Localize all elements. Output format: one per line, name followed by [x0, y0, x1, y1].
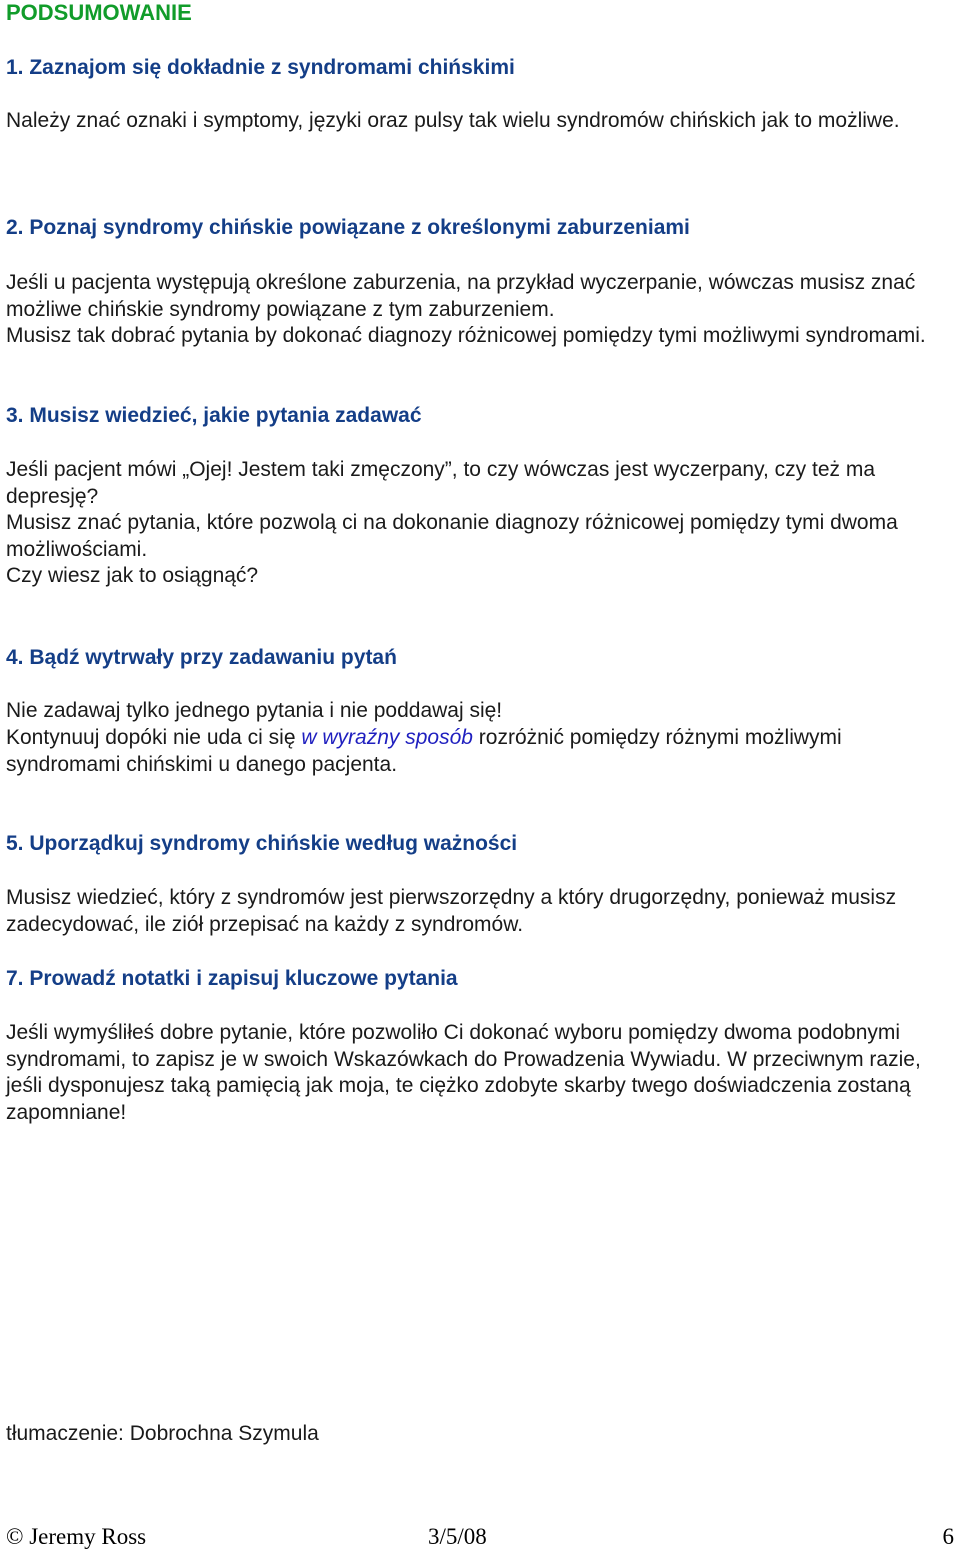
section-1-heading: 1. Zaznajom się dokładnie z syndromami chińskimi — [6, 56, 515, 79]
section-3-paragraph-1: Jeśli pacjent mówi „Ojej! Jestem taki zmęczony”, to czy wówczas jest wyczerpany, czy też ma depresję? — [6, 458, 876, 508]
section-5-heading: 5. Uporządkuj syndromy chińskie według ważności — [6, 832, 518, 855]
section-4-paragraph-1: Nie zadawaj tylko jednego pytania i nie poddawaj się! — [6, 699, 503, 722]
section-7-paragraph: Jeśli wymyśliłeś dobre pytanie, które pozwoliło Ci dokonać wyboru pomiędzy dwoma podobnymi syndromami, to zapisz je w swoich Wskazówkach do Prowadzenia Wywiadu. W przeciwnym razie, jeśli dysponujesz taką pamięcią jak moja, te ciężko zdobyte skarby twego doświadczenia zostaną zapomniane! — [6, 1021, 921, 1124]
section-2-paragraph-1: Jeśli u pacjenta występują określone zaburzenia, na przykład wyczerpanie, wówczas musisz znać możliwe chińskie syndromy powiązane z tym zaburzeniem. — [6, 271, 916, 321]
section-2-paragraph-2: Musisz tak dobrać pytania by dokonać diagnozy różnicowej pomiędzy tymi możliwymi syndromami. — [6, 324, 926, 347]
translator-credit: tłumaczenie: Dobrochna Szymula — [6, 1422, 319, 1445]
section-2-heading: 2. Poznaj syndromy chińskie powiązane z określonymi zaburzeniami — [6, 216, 690, 239]
section-4-emphasis: w wyraźny sposób — [301, 726, 473, 749]
section-1-paragraph: Należy znać oznaki i symptomy, języki oraz pulsy tak wielu syndromów chińskich jak to możliwe. — [6, 109, 900, 132]
section-7-heading: 7. Prowadź notatki i zapisuj kluczowe pytania — [6, 967, 458, 990]
section-4-paragraph-2 — [6, 725, 954, 778]
page-title: PODSUMOWANIE — [6, 0, 192, 25]
section-3-paragraph-3: Czy wiesz jak to osiągnąć? — [6, 564, 259, 587]
section-3-paragraph-2: Musisz znać pytania, które pozwolą ci na dokonanie diagnozy różnicowej pomiędzy tymi dwoma możliwościami. — [6, 511, 898, 561]
section-4-text-before: Kontynuuj dopóki nie uda ci się — [6, 726, 302, 749]
footer-date: 3/5/08 — [428, 1524, 487, 1549]
section-4-text-after: rozróżnić pomiędzy różnymi możliwymi syndromami chińskimi u danego pacjenta. — [6, 726, 842, 776]
section-3-heading: 3. Musisz wiedzieć, jakie pytania zadawać — [6, 404, 422, 427]
footer-copyright: © Jeremy Ross — [6, 1524, 147, 1549]
page-footer — [6, 1524, 954, 1554]
section-5-paragraph: Musisz wiedzieć, który z syndromów jest pierwszorzędny a który drugorzędny, ponieważ musisz zadecydować, ile ziół przepisać na każdy z syndromów. — [6, 886, 897, 936]
footer-page-number: 6 — [942, 1524, 954, 1549]
section-4-heading: 4. Bądź wytrwały przy zadawaniu pytań — [6, 646, 397, 669]
